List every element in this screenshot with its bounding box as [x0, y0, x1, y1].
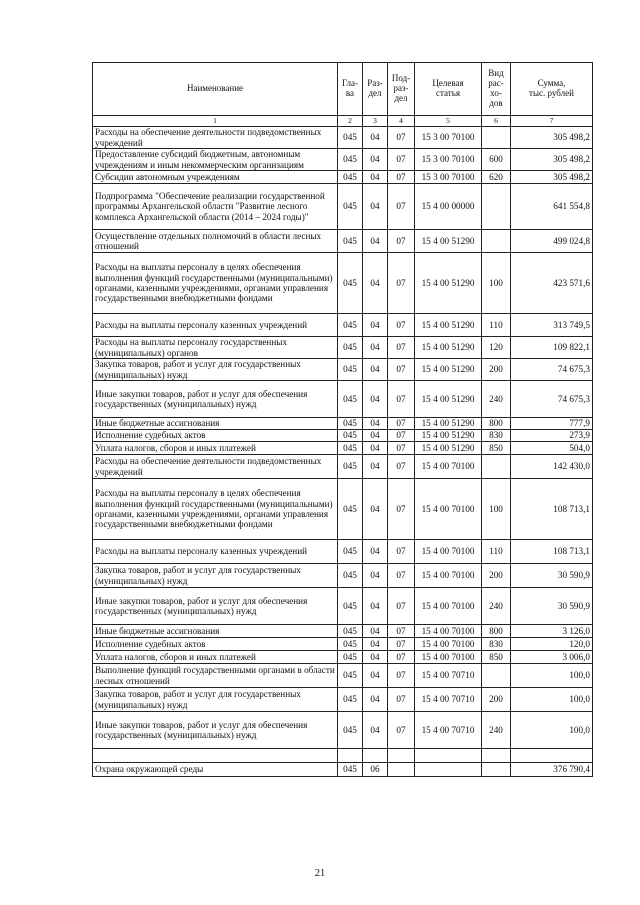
- cell-razdel: 04: [363, 127, 388, 149]
- cell-podrazdel: 07: [388, 651, 415, 664]
- cell-name: Осуществление отдельных полномочий в области лесных отношений: [93, 230, 338, 253]
- cell-podrazdel: 07: [388, 184, 415, 230]
- cell-name: Субсидии автономным учреждениям: [93, 171, 338, 184]
- cell-glava: 045: [338, 651, 363, 664]
- header-glava: Гла- ва: [338, 63, 363, 116]
- cell-target-article: 15 4 00 70100: [415, 638, 482, 651]
- cell-name: Уплата налогов, сборов и иных платежей: [93, 651, 338, 664]
- cell-podrazdel: 07: [388, 540, 415, 564]
- cell-target-article: 15 4 00 70710: [415, 664, 482, 688]
- cell-razdel: 04: [363, 442, 388, 455]
- cell-podrazdel: 07: [388, 564, 415, 588]
- table-row: [93, 442, 593, 455]
- cell-sum: 108 713,1: [511, 540, 593, 564]
- cell-sum: 100,0: [511, 664, 593, 688]
- cell-podrazdel: 07: [388, 171, 415, 184]
- cell-razdel: 06: [363, 763, 388, 777]
- table-row: [93, 479, 593, 540]
- cell-name: Предоставление субсидий бюджетным, автономным учреждениям и иным некоммерческим организациям: [93, 149, 338, 171]
- cell-razdel: 04: [363, 712, 388, 749]
- table-row: [93, 253, 593, 314]
- cell-glava: 045: [338, 430, 363, 442]
- table-row: [93, 564, 593, 588]
- cell-name: Выполнение функций государственными органами в области лесных отношений: [93, 664, 338, 688]
- cell-podrazdel: 07: [388, 688, 415, 712]
- cell-name: Иные закупки товаров, работ и услуг для обеспечения государственных (муниципальных) нужд: [93, 712, 338, 749]
- cell-podrazdel: 07: [388, 314, 415, 337]
- cell-razdel: 04: [363, 664, 388, 688]
- cell-razdel: 04: [363, 230, 388, 253]
- table-header-row: [93, 63, 593, 116]
- cell-target-article: 15 4 00 70100: [415, 625, 482, 638]
- cell-sum: 423 571,6: [511, 253, 593, 314]
- cell-razdel: 04: [363, 455, 388, 479]
- cell-podrazdel: 07: [388, 253, 415, 314]
- header-name: Наименование: [93, 63, 338, 116]
- cell-sum: 74 675,3: [511, 381, 593, 418]
- cell-glava: 045: [338, 149, 363, 171]
- cell-expense-type: 850: [482, 651, 511, 664]
- cell-expense-type: 200: [482, 688, 511, 712]
- cell-razdel: [363, 749, 388, 763]
- cell-sum: 142 430,0: [511, 455, 593, 479]
- cell-sum: 777,9: [511, 418, 593, 430]
- col-number: 7: [511, 116, 593, 127]
- cell-podrazdel: 07: [388, 418, 415, 430]
- cell-sum: 641 554,8: [511, 184, 593, 230]
- cell-podrazdel: 07: [388, 588, 415, 625]
- cell-razdel: 04: [363, 359, 388, 381]
- cell-name: Иные бюджетные ассигнования: [93, 625, 338, 638]
- cell-name: Расходы на выплаты персоналу в целях обеспечения выполнения функций государственными (муниципальными) органами, казенными учреждениями, органами управления государственными внебюджетными фондами: [93, 479, 338, 540]
- cell-sum: 305 498,2: [511, 171, 593, 184]
- cell-target-article: 15 4 00 70100: [415, 588, 482, 625]
- cell-expense-type: 620: [482, 171, 511, 184]
- cell-glava: 045: [338, 664, 363, 688]
- cell-podrazdel: 07: [388, 149, 415, 171]
- col-number: 2: [338, 116, 363, 127]
- table-row: [93, 430, 593, 442]
- table-row: [93, 749, 593, 763]
- cell-name: Расходы на выплаты персоналу в целях обеспечения выполнения функций государственными (муниципальными) органами, казенными учреждениями, органами управления государственными внебюджетными фондами: [93, 253, 338, 314]
- cell-target-article: 15 4 00 51290: [415, 337, 482, 359]
- cell-glava: 045: [338, 638, 363, 651]
- cell-expense-type: 110: [482, 540, 511, 564]
- cell-sum: 313 749,5: [511, 314, 593, 337]
- cell-podrazdel: [388, 763, 415, 777]
- cell-sum: 305 498,2: [511, 127, 593, 149]
- cell-expense-type: 120: [482, 337, 511, 359]
- cell-target-article: 15 4 00 51290: [415, 381, 482, 418]
- cell-razdel: 04: [363, 588, 388, 625]
- col-number: 6: [482, 116, 511, 127]
- cell-expense-type: 830: [482, 430, 511, 442]
- cell-glava: 045: [338, 479, 363, 540]
- cell-expense-type: 240: [482, 588, 511, 625]
- cell-name: Иные закупки товаров, работ и услуг для обеспечения государственных (муниципальных) нужд: [93, 588, 338, 625]
- table-row: [93, 381, 593, 418]
- cell-target-article: 15 4 00 70710: [415, 712, 482, 749]
- cell-expense-type: 800: [482, 625, 511, 638]
- cell-sum: 3 006,0: [511, 651, 593, 664]
- table-row: [93, 588, 593, 625]
- header-podrazdel: Под- раз- дел: [388, 63, 415, 116]
- cell-razdel: 04: [363, 418, 388, 430]
- cell-name: Охрана окружающей среды: [93, 763, 338, 777]
- cell-name: Иные закупки товаров, работ и услуг для обеспечения государственных (муниципальных) нужд: [93, 381, 338, 418]
- table-row: [93, 418, 593, 430]
- cell-expense-type: 850: [482, 442, 511, 455]
- cell-expense-type: 100: [482, 253, 511, 314]
- table-row: [93, 455, 593, 479]
- cell-glava: 045: [338, 127, 363, 149]
- cell-target-article: 15 4 00 70100: [415, 540, 482, 564]
- cell-glava: 045: [338, 688, 363, 712]
- table-row: [93, 230, 593, 253]
- cell-podrazdel: 07: [388, 381, 415, 418]
- cell-target-article: 15 3 00 70100: [415, 171, 482, 184]
- cell-name: Расходы на выплаты персоналу казенных учреждений: [93, 314, 338, 337]
- cell-target-article: 15 3 00 70100: [415, 149, 482, 171]
- cell-glava: 045: [338, 588, 363, 625]
- header-razdel: Раз- дел: [363, 63, 388, 116]
- cell-name: Закупка товаров, работ и услуг для государственных (муниципальных) нужд: [93, 359, 338, 381]
- cell-expense-type: 240: [482, 712, 511, 749]
- cell-name: Закупка товаров, работ и услуг для государственных (муниципальных) нужд: [93, 688, 338, 712]
- cell-podrazdel: 07: [388, 230, 415, 253]
- cell-razdel: 04: [363, 479, 388, 540]
- cell-expense-type: [482, 455, 511, 479]
- cell-target-article: [415, 749, 482, 763]
- cell-target-article: 15 4 00 51290: [415, 230, 482, 253]
- cell-glava: 045: [338, 253, 363, 314]
- cell-glava: 045: [338, 442, 363, 455]
- cell-podrazdel: 07: [388, 442, 415, 455]
- cell-glava: 045: [338, 418, 363, 430]
- cell-name: Иные бюджетные ассигнования: [93, 418, 338, 430]
- table-row: [93, 171, 593, 184]
- cell-razdel: 04: [363, 540, 388, 564]
- col-number: 4: [388, 116, 415, 127]
- table-row: [93, 638, 593, 651]
- cell-expense-type: [482, 749, 511, 763]
- cell-expense-type: [482, 763, 511, 777]
- cell-expense-type: [482, 664, 511, 688]
- cell-sum: [511, 749, 593, 763]
- cell-glava: 045: [338, 455, 363, 479]
- table-body: [93, 127, 593, 777]
- cell-name: Исполнение судебных актов: [93, 638, 338, 651]
- col-number: 1: [93, 116, 338, 127]
- cell-name: Расходы на выплаты персоналу государственных (муниципальных) органов: [93, 337, 338, 359]
- cell-podrazdel: 07: [388, 712, 415, 749]
- cell-sum: 120,0: [511, 638, 593, 651]
- header-expense-type: Вид рас- хо- дов: [482, 63, 511, 116]
- page-number: 21: [314, 868, 326, 879]
- cell-target-article: 15 4 00 51290: [415, 314, 482, 337]
- cell-razdel: 04: [363, 430, 388, 442]
- cell-podrazdel: 07: [388, 359, 415, 381]
- cell-target-article: 15 4 00 51290: [415, 430, 482, 442]
- cell-glava: 045: [338, 763, 363, 777]
- column-number-row: [93, 116, 593, 127]
- table-row: [93, 184, 593, 230]
- col-number: 5: [415, 116, 482, 127]
- cell-podrazdel: 07: [388, 430, 415, 442]
- cell-razdel: 04: [363, 184, 388, 230]
- cell-glava: 045: [338, 381, 363, 418]
- cell-razdel: 04: [363, 651, 388, 664]
- cell-razdel: 04: [363, 253, 388, 314]
- cell-glava: 045: [338, 171, 363, 184]
- cell-expense-type: 600: [482, 149, 511, 171]
- cell-sum: 305 498,2: [511, 149, 593, 171]
- cell-glava: [338, 749, 363, 763]
- cell-expense-type: 240: [482, 381, 511, 418]
- cell-sum: 499 024,8: [511, 230, 593, 253]
- cell-sum: 109 822,1: [511, 337, 593, 359]
- table-row: [93, 625, 593, 638]
- table-row: [93, 127, 593, 149]
- cell-sum: 100,0: [511, 712, 593, 749]
- cell-podrazdel: 07: [388, 664, 415, 688]
- cell-razdel: 04: [363, 564, 388, 588]
- cell-name: Уплата налогов, сборов и иных платежей: [93, 442, 338, 455]
- table-row: [93, 314, 593, 337]
- cell-glava: 045: [338, 230, 363, 253]
- cell-glava: 045: [338, 184, 363, 230]
- cell-expense-type: [482, 184, 511, 230]
- cell-name: Расходы на обеспечение деятельности подведомственных учреждений: [93, 455, 338, 479]
- budget-table: [92, 62, 593, 777]
- cell-razdel: 04: [363, 638, 388, 651]
- table-row: [93, 337, 593, 359]
- cell-expense-type: [482, 127, 511, 149]
- cell-target-article: 15 4 00 00000: [415, 184, 482, 230]
- cell-expense-type: 200: [482, 564, 511, 588]
- header-target-article: Целевая статья: [415, 63, 482, 116]
- cell-expense-type: 200: [482, 359, 511, 381]
- cell-razdel: 04: [363, 149, 388, 171]
- cell-sum: 30 590,9: [511, 588, 593, 625]
- header-sum: Сумма, тыс. рублей: [511, 63, 593, 116]
- table-row: [93, 712, 593, 749]
- cell-glava: 045: [338, 359, 363, 381]
- cell-target-article: 15 4 00 70100: [415, 479, 482, 540]
- cell-sum: 74 675,3: [511, 359, 593, 381]
- cell-podrazdel: 07: [388, 455, 415, 479]
- cell-glava: 045: [338, 712, 363, 749]
- cell-sum: 376 790,4: [511, 763, 593, 777]
- cell-expense-type: 830: [482, 638, 511, 651]
- cell-glava: 045: [338, 540, 363, 564]
- cell-target-article: 15 4 00 70710: [415, 688, 482, 712]
- cell-name: Закупка товаров, работ и услуг для государственных (муниципальных) нужд: [93, 564, 338, 588]
- cell-target-article: [415, 763, 482, 777]
- cell-sum: 30 590,9: [511, 564, 593, 588]
- cell-expense-type: 110: [482, 314, 511, 337]
- cell-glava: 045: [338, 625, 363, 638]
- cell-expense-type: [482, 230, 511, 253]
- table-row: [93, 149, 593, 171]
- cell-target-article: 15 4 00 51290: [415, 418, 482, 430]
- cell-target-article: 15 4 00 51290: [415, 359, 482, 381]
- cell-podrazdel: 07: [388, 625, 415, 638]
- cell-razdel: 04: [363, 314, 388, 337]
- table-row: [93, 359, 593, 381]
- cell-razdel: 04: [363, 625, 388, 638]
- cell-podrazdel: [388, 749, 415, 763]
- cell-razdel: 04: [363, 381, 388, 418]
- cell-sum: 108 713,1: [511, 479, 593, 540]
- cell-name: Подпрограмма "Обеспечение реализации государственной программы Архангельской области "Развитие лесного комплекса Архангельской области (2014 – 2024 годы)": [93, 184, 338, 230]
- cell-glava: 045: [338, 564, 363, 588]
- table-row: [93, 688, 593, 712]
- table-row: [93, 664, 593, 688]
- cell-target-article: 15 4 00 70100: [415, 564, 482, 588]
- cell-name: Расходы на выплаты персоналу казенных учреждений: [93, 540, 338, 564]
- cell-target-article: 15 4 00 51290: [415, 253, 482, 314]
- cell-sum: 504,0: [511, 442, 593, 455]
- table-row: [93, 540, 593, 564]
- cell-name: Расходы на обеспечение деятельности подведомственных учреждений: [93, 127, 338, 149]
- cell-glava: 045: [338, 337, 363, 359]
- cell-target-article: 15 4 00 51290: [415, 442, 482, 455]
- table-row: [93, 763, 593, 777]
- cell-name: [93, 749, 338, 763]
- table-row: [93, 651, 593, 664]
- cell-podrazdel: 07: [388, 127, 415, 149]
- cell-sum: 3 126,0: [511, 625, 593, 638]
- cell-sum: 273,9: [511, 430, 593, 442]
- cell-glava: 045: [338, 314, 363, 337]
- cell-expense-type: 100: [482, 479, 511, 540]
- cell-podrazdel: 07: [388, 479, 415, 540]
- cell-podrazdel: 07: [388, 337, 415, 359]
- col-number: 3: [363, 116, 388, 127]
- cell-razdel: 04: [363, 688, 388, 712]
- cell-target-article: 15 4 00 70100: [415, 455, 482, 479]
- cell-podrazdel: 07: [388, 638, 415, 651]
- cell-expense-type: 800: [482, 418, 511, 430]
- cell-name: Исполнение судебных актов: [93, 430, 338, 442]
- cell-target-article: 15 3 00 70100: [415, 127, 482, 149]
- cell-sum: 100,0: [511, 688, 593, 712]
- cell-target-article: 15 4 00 70100: [415, 651, 482, 664]
- cell-razdel: 04: [363, 171, 388, 184]
- cell-razdel: 04: [363, 337, 388, 359]
